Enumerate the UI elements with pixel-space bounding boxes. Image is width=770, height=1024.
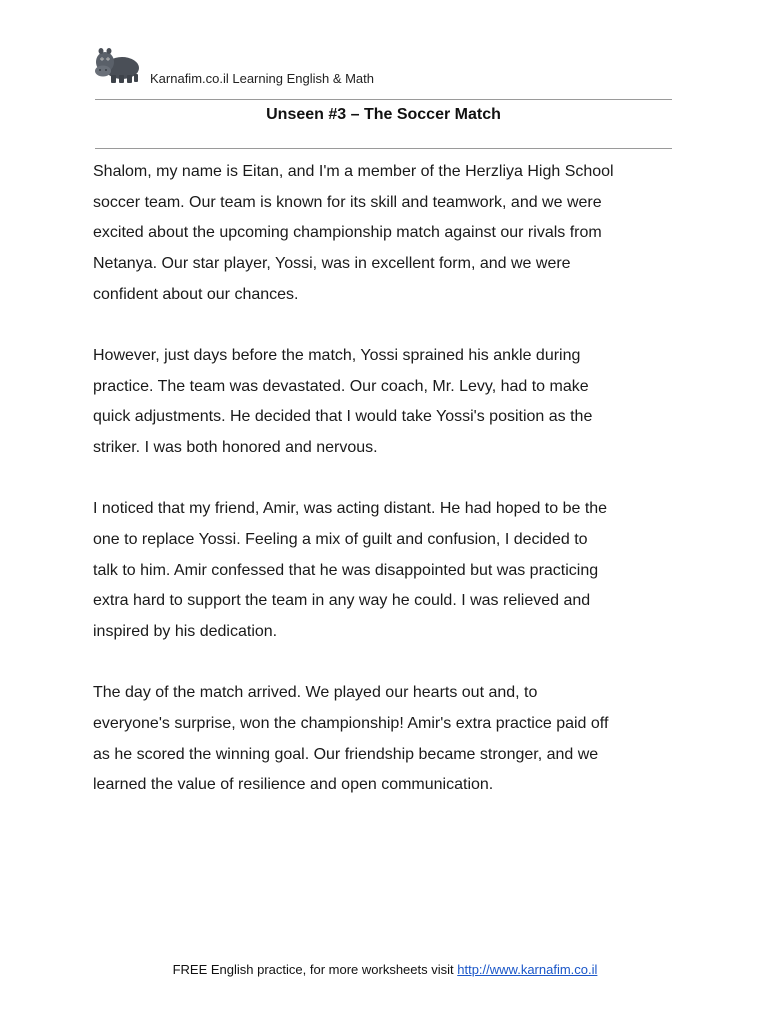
text-line: Shalom, my name is Eitan, and I'm a member of the Herzliya High School xyxy=(93,163,614,180)
text-line: everyone's surprise, won the championship! Amir's extra practice paid off xyxy=(93,715,609,733)
text-line: excited about the upcoming championship match against our rivals from xyxy=(93,224,602,242)
paragraph xyxy=(93,678,693,801)
text-line: striker. I was both honored and nervous. xyxy=(93,439,378,457)
text-line: one to replace Yossi. Feeling a mix of guilt and confusion, I decided to xyxy=(93,531,588,549)
paragraph xyxy=(93,341,693,464)
page-title: Unseen #3 – The Soccer Match xyxy=(266,106,501,123)
footer-link[interactable]: http://www.karnafim.co.il xyxy=(457,962,598,977)
text-line: learned the value of resilience and open communication. xyxy=(93,776,494,794)
text-line: I noticed that my friend, Amir, was acting distant. He had hoped to be the xyxy=(93,500,608,518)
text-line: soccer team. Our team is known for its skill and teamwork, and we were xyxy=(93,193,602,211)
text-line: talk to him. Amir confessed that he was disappointed but was practicing xyxy=(93,561,599,579)
text-line: practice. The team was devastated. Our coach, Mr. Levy, had to make xyxy=(93,377,589,395)
text-line: extra hard to support the team in any way he could. I was relieved and xyxy=(93,592,591,610)
site-name: Karnafim.co.il Learning English & Math xyxy=(150,71,375,86)
page-header xyxy=(95,44,672,84)
text-line: as he scored the winning goal. Our friendship became stronger, and we xyxy=(93,745,599,763)
story-body xyxy=(93,157,693,832)
text-line: inspired by his dedication. xyxy=(93,623,278,641)
text-line: quick adjustments. He decided that I would take Yossi's position as the xyxy=(93,408,593,426)
page-footer xyxy=(0,962,770,977)
header-divider xyxy=(95,99,672,100)
text-line: The day of the match arrived. We played our hearts out and, to xyxy=(93,684,538,702)
text-line: However, just days before the match, Yossi sprained his ankle during xyxy=(93,347,581,365)
text-line: Netanya. Our star player, Yossi, was in excellent form, and we were xyxy=(93,255,571,273)
paragraph xyxy=(93,157,693,311)
hippo-icon xyxy=(95,44,141,84)
paragraph xyxy=(93,494,693,648)
text-line: confident about our chances. xyxy=(93,285,299,303)
title-divider xyxy=(95,148,672,149)
footer-text: FREE English practice, for more worksheets visit xyxy=(172,962,458,977)
